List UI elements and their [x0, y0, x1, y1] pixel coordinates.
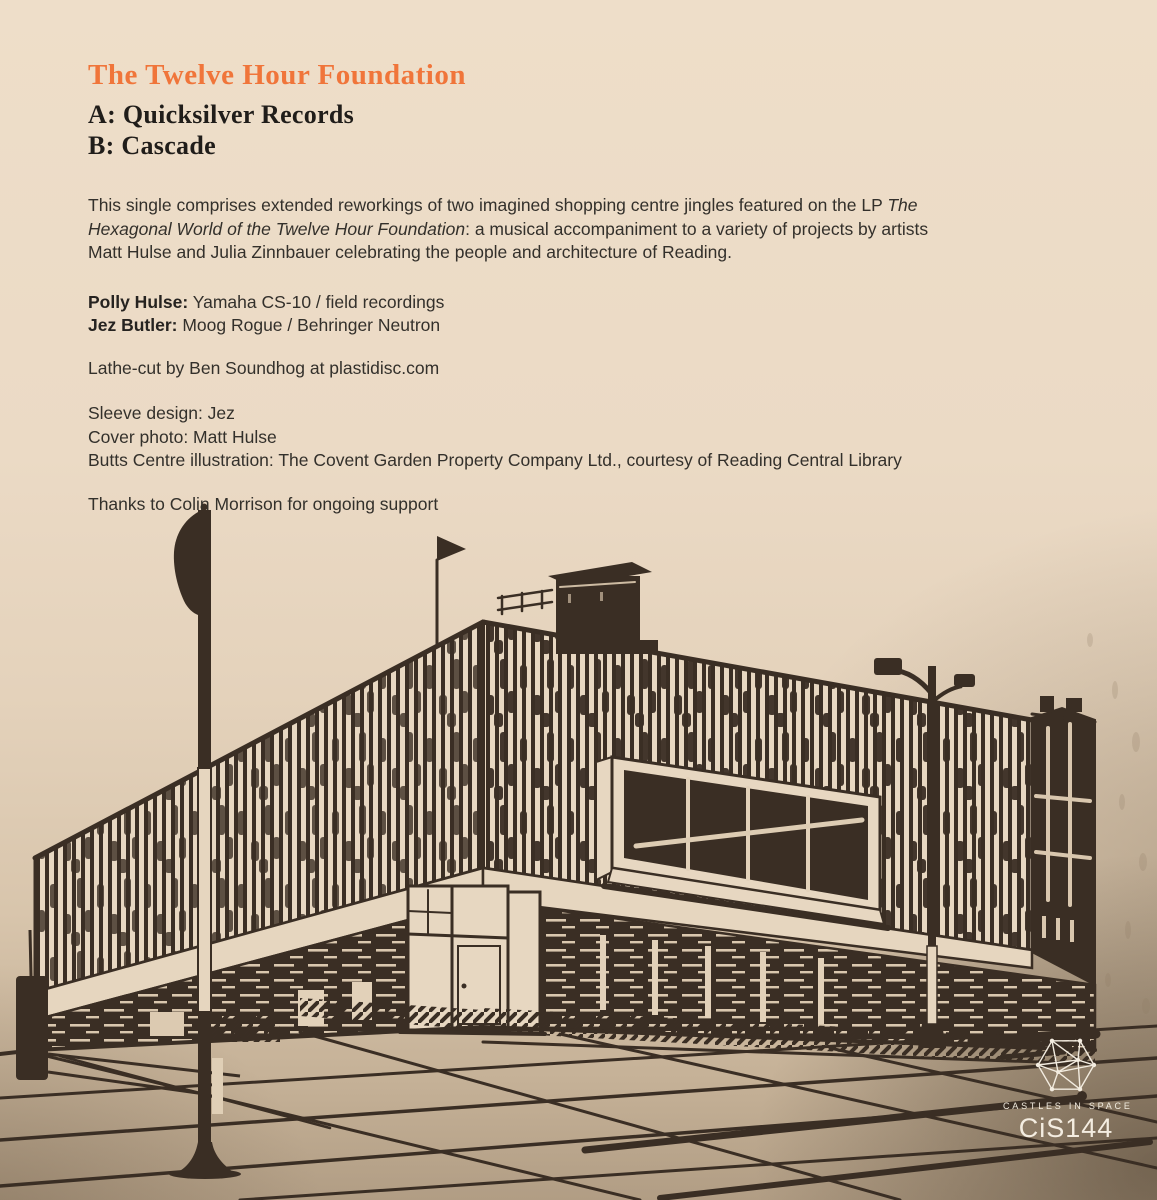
roof-flag — [437, 536, 466, 646]
performer-credits — [88, 291, 944, 338]
side-a-track: A: Quicksilver Records — [88, 100, 355, 129]
performer-name: Polly Hulse: — [88, 291, 189, 312]
design-credit-line: Cover photo: Matt Hulse — [88, 426, 277, 447]
performer-instruments: Moog Rogue / Behringer Neutron — [177, 315, 441, 335]
description-before-italic: This single comprises extended reworkings of two imagined shopping centre jingles featured on the LP — [88, 195, 888, 215]
description-after-italic: : a musical accompaniment to a variety of projects by artists Matt Hulse and Julia Zinnbauer celebrating the people and architecture of Reading. — [88, 218, 929, 262]
right-end-tower — [1032, 696, 1095, 985]
performer-line — [88, 314, 944, 338]
album-title-italic: The Hexagonal World of the Twelve Hour Foundation — [88, 195, 918, 239]
catalog-number: CiS144 — [1018, 1113, 1114, 1143]
design-credits — [88, 402, 944, 473]
side-b-track: B: Cascade — [88, 131, 216, 160]
lathe-cut-credit: Lathe-cut by Ben Soundhog at plastidisc.com — [88, 357, 440, 378]
label-name: CASTLES IN SPACE — [1003, 1101, 1133, 1111]
performer-instruments: Yamaha CS-10 / field recordings — [188, 291, 445, 312]
artist-title: The Twelve Hour Foundation — [88, 59, 466, 91]
castles-in-space-logo — [1003, 1034, 1133, 1144]
thanks-line: Thanks to Colin Morrison for ongoing support — [88, 493, 439, 514]
release-description — [88, 194, 944, 265]
design-credit-line: Butts Centre illustration: The Covent Garden Property Company Ltd., courtesy of Reading Central Library — [88, 450, 902, 470]
sleeve-notes — [88, 58, 944, 516]
performer-line — [88, 291, 944, 315]
design-credit-line: Sleeve design: Jez — [88, 403, 235, 423]
paper-texture-speckles — [1087, 633, 1150, 1014]
castles-in-space-polyhedron-icon — [1034, 1034, 1098, 1098]
performer-name: Jez Butler: — [88, 315, 178, 335]
